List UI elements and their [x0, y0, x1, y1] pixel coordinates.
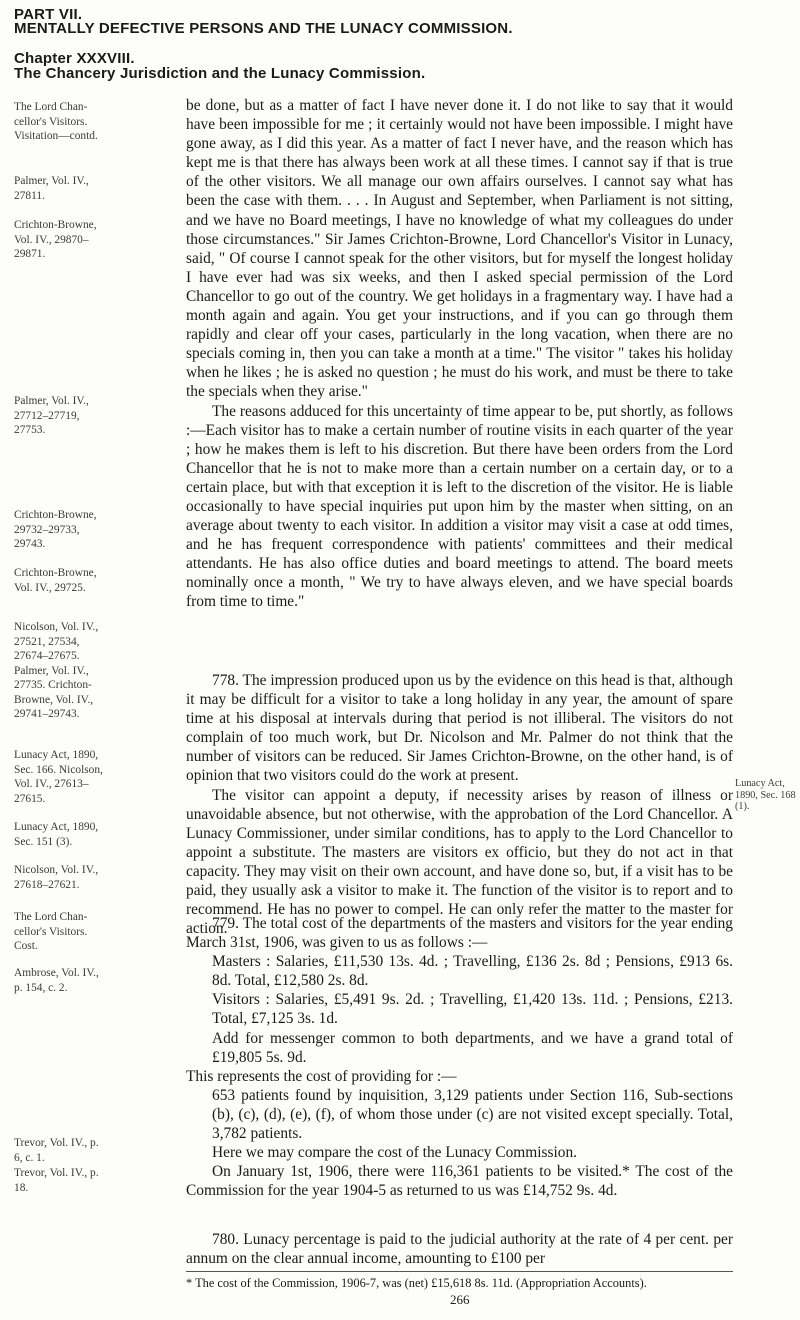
paragraph: Here we may compare the cost of the Lunacy Commission.: [212, 1144, 577, 1162]
main-text-section-780: [186, 1230, 733, 1268]
main-text: [186, 96, 733, 612]
footnote: * The cost of the Commission, 1906-7, was (net) £15,618 8s. 11d. (Appropriation Accounts).: [186, 1271, 733, 1291]
margin-note: The Lord Chan-cellor's Visitors. Cost.: [14, 911, 88, 952]
margin-note: Lunacy Act, 1890, Sec. 166. Nicolson, Vol. IV., 27613–27615.: [14, 749, 103, 805]
page-number: 266: [450, 1292, 470, 1307]
paragraph: 779. The total cost of the departments of the masters and visitors for the year ending March 31st, 1906, was given to us as follows :—: [186, 915, 733, 952]
margin-note: Crichton-Browne, 29732–29733, 29743.: [14, 509, 97, 550]
chapter-title: The Chancery Jurisdiction and the Lunacy Commission.: [14, 65, 426, 82]
paragraph: 778. The impression produced upon us by the evidence on this head is that, although it may be difficult for a visitor to take a long holiday in any year, the amount of spare time at his disposal at intervals during that period is not illiberal. The visitors do not complain of too much work, but Dr. Nicolson and Mr. Palmer do not think that the number of visitors can be reduced. Sir James Crichton-Browne, on the other hand, is of opinion that two visitors could do the work at present.: [186, 672, 733, 785]
margin-note: Nicolson, Vol. IV., 27521, 27534, 27674–27675. Palmer, Vol. IV., 27735. Crichton-Browne, Vol. IV., 29741–29743.: [14, 621, 99, 720]
margin-note: The Lord Chan-cellor's Visitors. Visitation—contd.: [14, 101, 98, 142]
part-title: MENTALLY DEFECTIVE PERSONS AND THE LUNACY COMMISSION.: [14, 20, 513, 37]
main-text-section-779: [186, 914, 733, 1200]
patients-count: 653 patients found by inquisition, 3,129 patients under Section 116, Sub-sections (b), (c), (d), (e), (f), of whom those under (c) are not visited except specially. Total, 3,782 patients.: [212, 1086, 733, 1143]
paragraph: On January 1st, 1906, there were 116,361 patients to be visited.* The cost of the Commission for the year 1904-5 as returned to us was £14,752 9s. 4d.: [186, 1163, 733, 1200]
margin-note: Palmer, Vol. IV., 27811.: [14, 175, 89, 202]
margin-note: Ambrose, Vol. IV., p. 154, c. 2.: [14, 967, 99, 994]
margin-note: Trevor, Vol. IV., p. 6, c. 1.: [14, 1137, 99, 1164]
cost-masters: Masters : Salaries, £11,530 13s. 4d. ; Travelling, £136 2s. 8d ; Pensions, £913 6s. 8d. Total, £12,580 2s. 8d.: [212, 953, 733, 990]
paragraph: The reasons adduced for this uncertainty of time appear to be, put shortly, as follows :—Each visitor has to make a certain number of routine visits in each quarter of the year ; how he makes them is left to his discretion. But there have been orders from the Lord Chancellor that he is not to make more than a certain number on a certain day, or to a certain place, but with that exception it is left to the discretion of the visitor. He is liable occasionally to have special inquiries put upon him by the master when sitting, on an average about twenty to each visitor. In addition a visitor may visit a case at odd times, and he has frequent correspondence with patients' committees and their medical attendants. He has also office duties and board meetings to attend. The board meets nominally once a month, " We try to have always eleven, and we have special boards from time to time.": [186, 402, 733, 611]
cost-visitors: Visitors : Salaries, £5,491 9s. 2d. ; Travelling, £1,420 13s. 11d. ; Pensions, £213. Total, £7,125 3s. 1d.: [212, 991, 733, 1028]
main-text-section-778: [186, 671, 733, 938]
margin-note: Lunacy Act, 1890, Sec. 151 (3).: [14, 821, 99, 848]
paragraph: 780. Lunacy percentage is paid to the judicial authority at the rate of 4 per cent. per annum on the clear annual income, amounting to £100 per: [186, 1231, 733, 1268]
chapter-label: Chapter XXXVIII.: [14, 50, 135, 67]
margin-note: Trevor, Vol. IV., p. 18.: [14, 1167, 99, 1194]
grand-total: Add for messenger common to both departments, and we have a grand total of £19,805 5s. 9d.: [212, 1029, 733, 1066]
margin-note: Crichton-Browne, Vol. IV., 29725.: [14, 567, 97, 594]
paragraph: be done, but as a matter of fact I have never done it. I do not like to say that it would have been impossible for me ; it certainly would not have been impossible. I might have gone away, as I did this year. As a matter of fact I never have, and the reason which has kept me is that there has always been work at all these times. I cannot say if that is true of the other visitors. We all manage our own affairs ourselves. I cannot say what has been the case with them. . . . In August and September, when Parliament is not sitting, and we have no Board meetings, I have no knowledge of what my colleagues do under those circumstances." Sir James Crichton-Browne, Lord Chancellor's Visitor in Lunacy, said, " Of course I cannot speak for the other visitors, but for myself the longest holiday I have ever had was six weeks, and then I asked special permission of the Lord Chancellor to go out of the country. We get holidays in a fragmentary way. I have had a month again and again. You get your instructions, and if you can go through them rapidly and clear off your cases, particularly in the long vacation, when there are no specials coming in, then you can take a month at a time." The visitor " takes his holiday when he likes ; he is asked no question ; he must do his work, and must be there to take the specials when they arise.": [186, 97, 733, 401]
paragraph: This represents the cost of providing for :—: [186, 1067, 457, 1085]
right-margin-note: Lunacy Act, 1890, Sec. 168 (1).: [735, 778, 796, 812]
part-label: PART VII.: [14, 6, 83, 23]
margin-note: Palmer, Vol. IV., 27712–27719, 27753.: [14, 395, 89, 436]
paragraph: The visitor can appoint a deputy, if necessity arises by reason of illness or unavoidable absence, but not otherwise, with the approbation of the Lord Chancellor. A Lunacy Commissioner, under similar conditions, has to apply to the Lord Chancellor to appoint a substitute. The masters are visitors ex officio, but they do not act in that capacity. They may visit on their own account, and have done so, but, if a visit has to be paid, they usually ask a visitor to make it. The function of the visitor is to report and to recommend. He has no power to compel. He can only refer the matter to the master for action.: [186, 786, 733, 938]
margin-note: Crichton-Browne, Vol. IV., 29870–29871.: [14, 219, 97, 260]
margin-note: Nicolson, Vol. IV., 27618–27621.: [14, 864, 99, 891]
